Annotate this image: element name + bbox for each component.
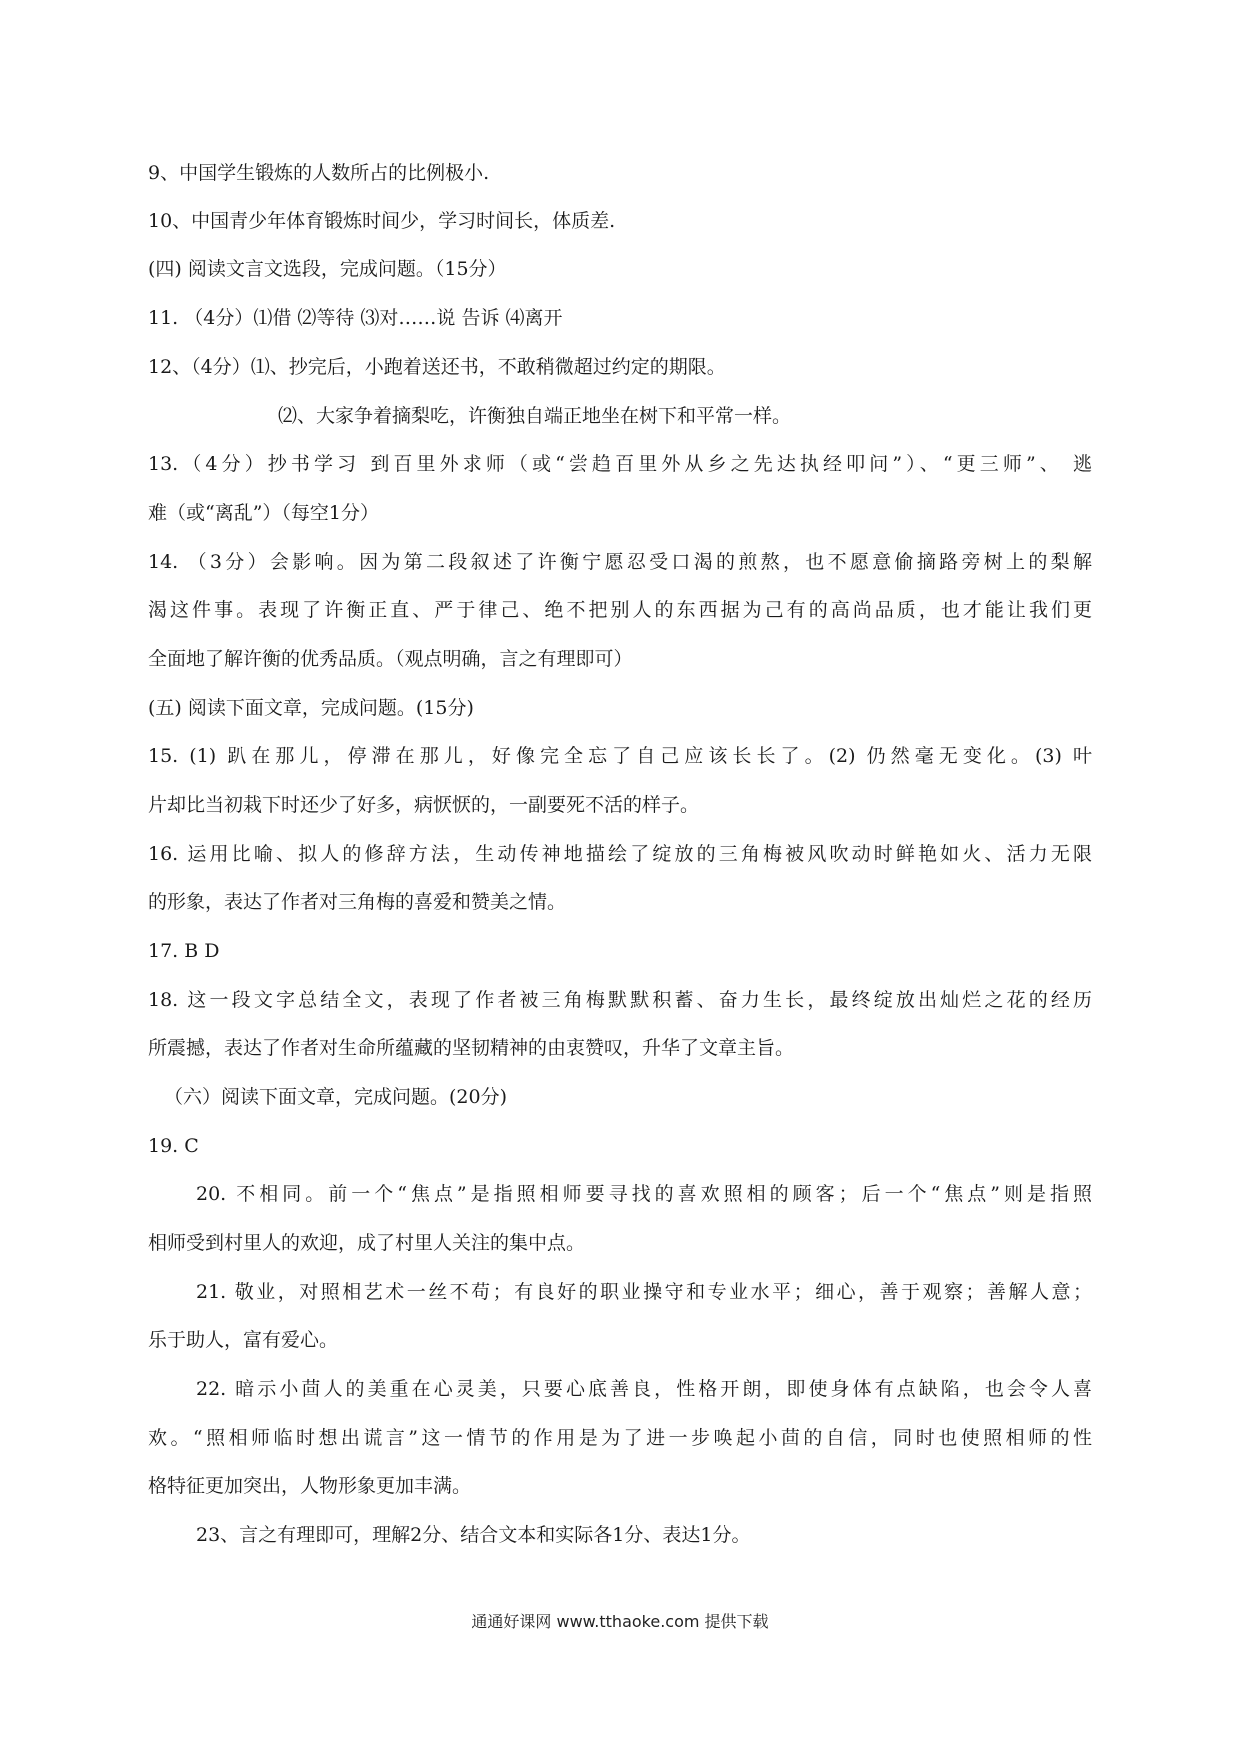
answer-line: 9、中国学生锻炼的人数所占的比例极小.	[148, 162, 490, 184]
section-heading: (五) 阅读下面文章，完成问题。(15分)	[148, 697, 474, 719]
answer-line: 格特征更加突出，人物形象更加丰满。	[148, 1475, 472, 1497]
answer-line: 15. (1) 趴在那儿，停滞在那儿，好像完全忘了自己应该长长了。(2) 仍然毫无变化。(3) 叶	[148, 745, 1092, 767]
answer-line: 所震撼，表达了作者对生命所蕴藏的坚韧精神的由衷赞叹，升华了文章主旨。	[148, 1037, 795, 1059]
page-footer: 通通好课网 www.tthaoke.com 提供下载	[471, 1612, 769, 1631]
answer-line: 22. 暗示小茴人的美重在心灵美，只要心底善良，性格开朗，即使身体有点缺陷，也会令人喜	[196, 1378, 1092, 1400]
answer-line: 23、言之有理即可，理解2分、结合文本和实际各1分、表达1分。	[196, 1524, 751, 1546]
answer-line: 16. 运用比喻、拟人的修辞方法，生动传神地描绘了绽放的三角梅被风吹动时鲜艳如火、活力无限	[148, 843, 1092, 865]
answer-line: 渴这件事。表现了许衡正直、严于律己、绝不把别人的东西据为己有的高尚品质，也才能让我们更	[148, 599, 1092, 621]
answer-line: 欢。“照相师临时想出谎言”这一情节的作用是为了进一步唤起小茴的自信，同时也使照相师的性	[148, 1427, 1092, 1449]
answer-line: 20. 不相同。前一个“焦点”是指照相师要寻找的喜欢照相的顾客；后一个“焦点”则是指照	[196, 1183, 1092, 1205]
answer-line: 14. （3分）会影响。因为第二段叙述了许衡宁愿忍受口渴的煎熬，也不愿意偷摘路旁树上的梨解	[148, 551, 1092, 573]
answer-line: 相师受到村里人的欢迎，成了村里人关注的集中点。	[148, 1232, 586, 1254]
answer-line: 12、（4分）⑴、抄完后，小跑着送还书，不敢稍微超过约定的期限。	[148, 356, 726, 378]
section-heading: （六）阅读下面文章，完成问题。(20分)	[164, 1086, 508, 1108]
answer-line: 10、中国青少年体育锻炼时间少，学习时间长，体质差.	[148, 210, 616, 232]
answer-line: 18. 这一段文字总结全文，表现了作者被三角梅默默积蓄、奋力生长，最终绽放出灿烂之花的经历	[148, 989, 1092, 1011]
answer-line: ⑵、大家争着摘梨吃，许衡独自端正地坐在树下和平常一样。	[278, 405, 792, 427]
answer-line: 的形象，表达了作者对三角梅的喜爱和赞美之情。	[148, 891, 567, 913]
answer-line: 全面地了解许衡的优秀品质。（观点明确，言之有理即可）	[148, 648, 633, 670]
answer-line: 片却比当初栽下时还少了好多，病恹恹的，一副要死不活的样子。	[148, 794, 700, 816]
answer-line: 难（或“离乱”）（每空1分）	[148, 502, 380, 524]
answer-line: 17. B D	[148, 940, 220, 962]
answer-line: 乐于助人，富有爱心。	[148, 1329, 339, 1351]
answer-line: 21. 敬业，对照相艺术一丝不苟；有良好的职业操守和专业水平；细心，善于观察；善解人意；	[196, 1281, 1092, 1303]
answer-line: 13.（4分）抄书学习 到百里外求师（或“尝趋百里外从乡之先达执经叩问”）、“更三师”、 逃	[148, 453, 1092, 475]
section-heading: (四) 阅读文言文选段，完成问题。（15分）	[148, 258, 507, 280]
answer-line: 11. （4分）⑴借 ⑵等待 ⑶对……说 告诉 ⑷离开	[148, 307, 563, 329]
answer-line: 19. C	[148, 1135, 199, 1157]
